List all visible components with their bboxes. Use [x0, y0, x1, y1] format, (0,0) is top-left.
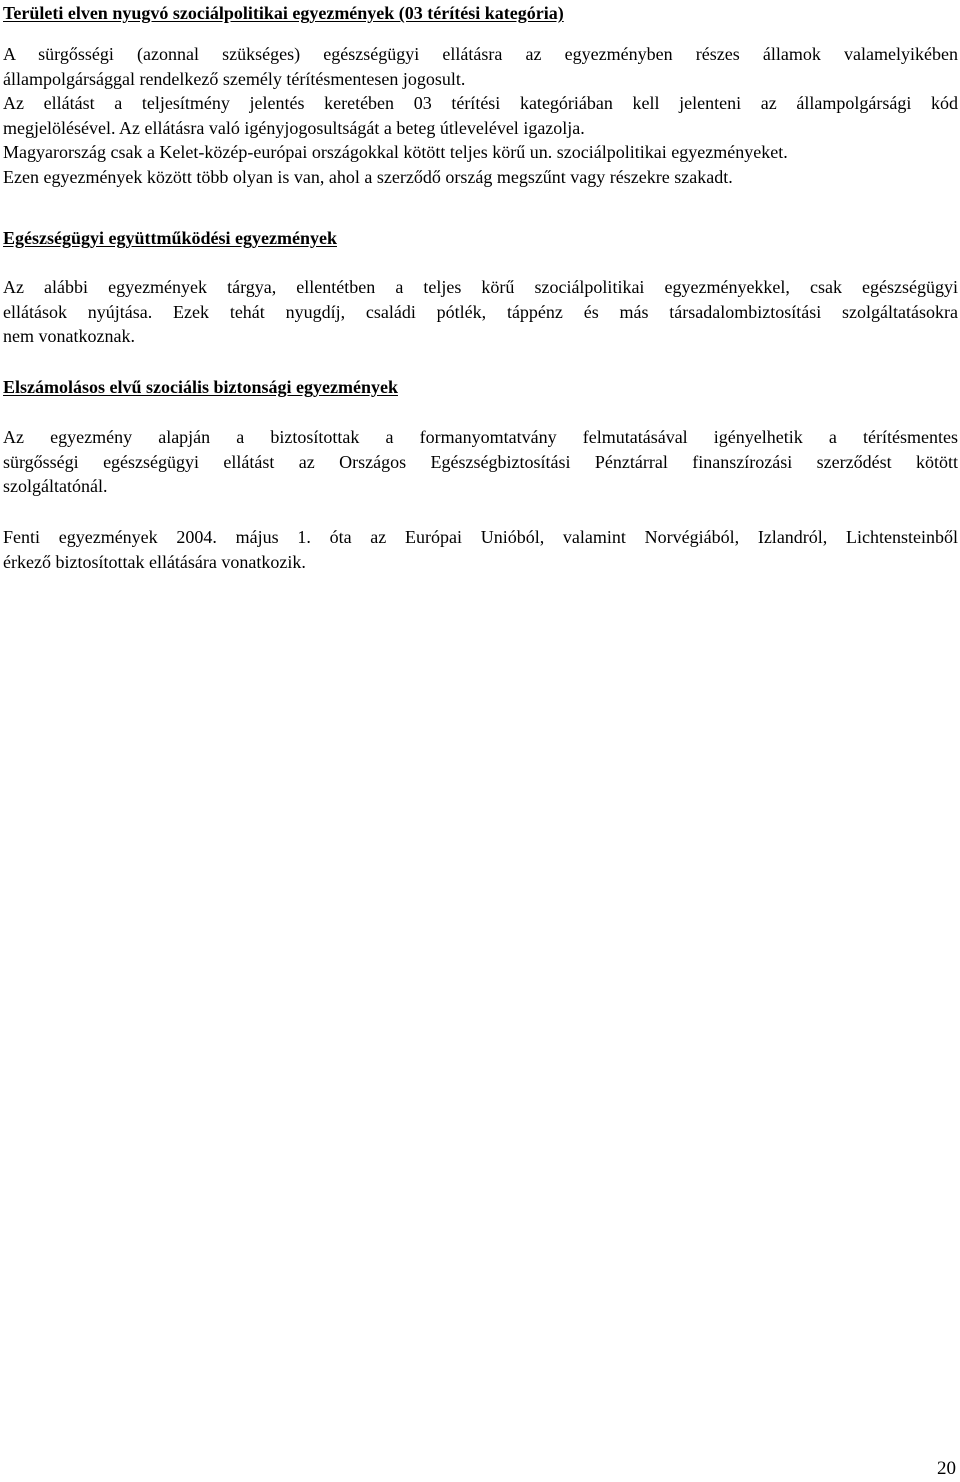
- section-heading-health-cooperation: Egészségügyi együttműködési egyezmények: [3, 228, 337, 248]
- text-line: Az alábbi egyezmények tárgya, ellentétben a teljes körű szociálpolitikai egyezményekkel, csak egészségügyi: [3, 277, 958, 297]
- text-line: Az ellátást a teljesítmény jelentés keretében 03 térítési kategóriában kell jelenteni az állampolgársági kód: [3, 93, 958, 113]
- text-line: Fenti egyezmények 2004. május 1. óta az Európai Unióból, valamint Norvégiából, Izlandról, Lichtensteinből: [3, 527, 958, 547]
- text-line: megjelölésével. Az ellátásra való igényjogosultságát a beteg útlevelével igazolja.: [3, 117, 585, 138]
- text-line: Az egyezmény alapján a biztosítottak a formanyomtatvány felmutatásával igényelhetik a térítésmentes: [3, 427, 958, 447]
- paragraph-territorial: [3, 42, 958, 189]
- text-line: ellátások nyújtása. Ezek tehát nyugdíj, családi pótlék, táppénz és más társadalombiztosítási szolgáltatásokra: [3, 301, 958, 322]
- text-line: A sürgősségi (azonnal szükséges) egészségügyi ellátásra az egyezményben részes államok valamelyikében: [3, 44, 958, 64]
- text-line: Magyarország csak a Kelet-közép-európai országokkal kötött teljes körű un. szociálpolitikai egyezményeket.: [3, 142, 788, 162]
- text-line: szolgáltatónál.: [3, 476, 108, 496]
- text-line: állampolgársággal rendelkező személy térítésmentesen jogosult.: [3, 68, 466, 89]
- section-heading-settlement: Elszámolásos elvű szociális biztonsági egyezmények: [3, 377, 398, 397]
- paragraph-health-cooperation: [3, 251, 958, 349]
- page-number: 20: [937, 1458, 956, 1479]
- text-line: nem vonatkoznak.: [3, 326, 135, 346]
- paragraph-settlement: [3, 425, 958, 499]
- text-line: érkező biztosítottak ellátására vonatkozik.: [3, 551, 306, 572]
- paragraph-eu-applicability: [3, 525, 958, 574]
- text-line: Ezen egyezmények között több olyan is van, ahol a szerződő ország megszűnt vagy részekre szakadt.: [3, 166, 733, 187]
- section-heading-territorial: Területi elven nyugvó szociálpolitikai egyezmények (03 térítési kategória): [3, 3, 564, 23]
- text-line: sürgősségi egészségügyi ellátást az Országos Egészségbiztosítási Pénztárral finanszírozási szerződést kötött: [3, 451, 958, 472]
